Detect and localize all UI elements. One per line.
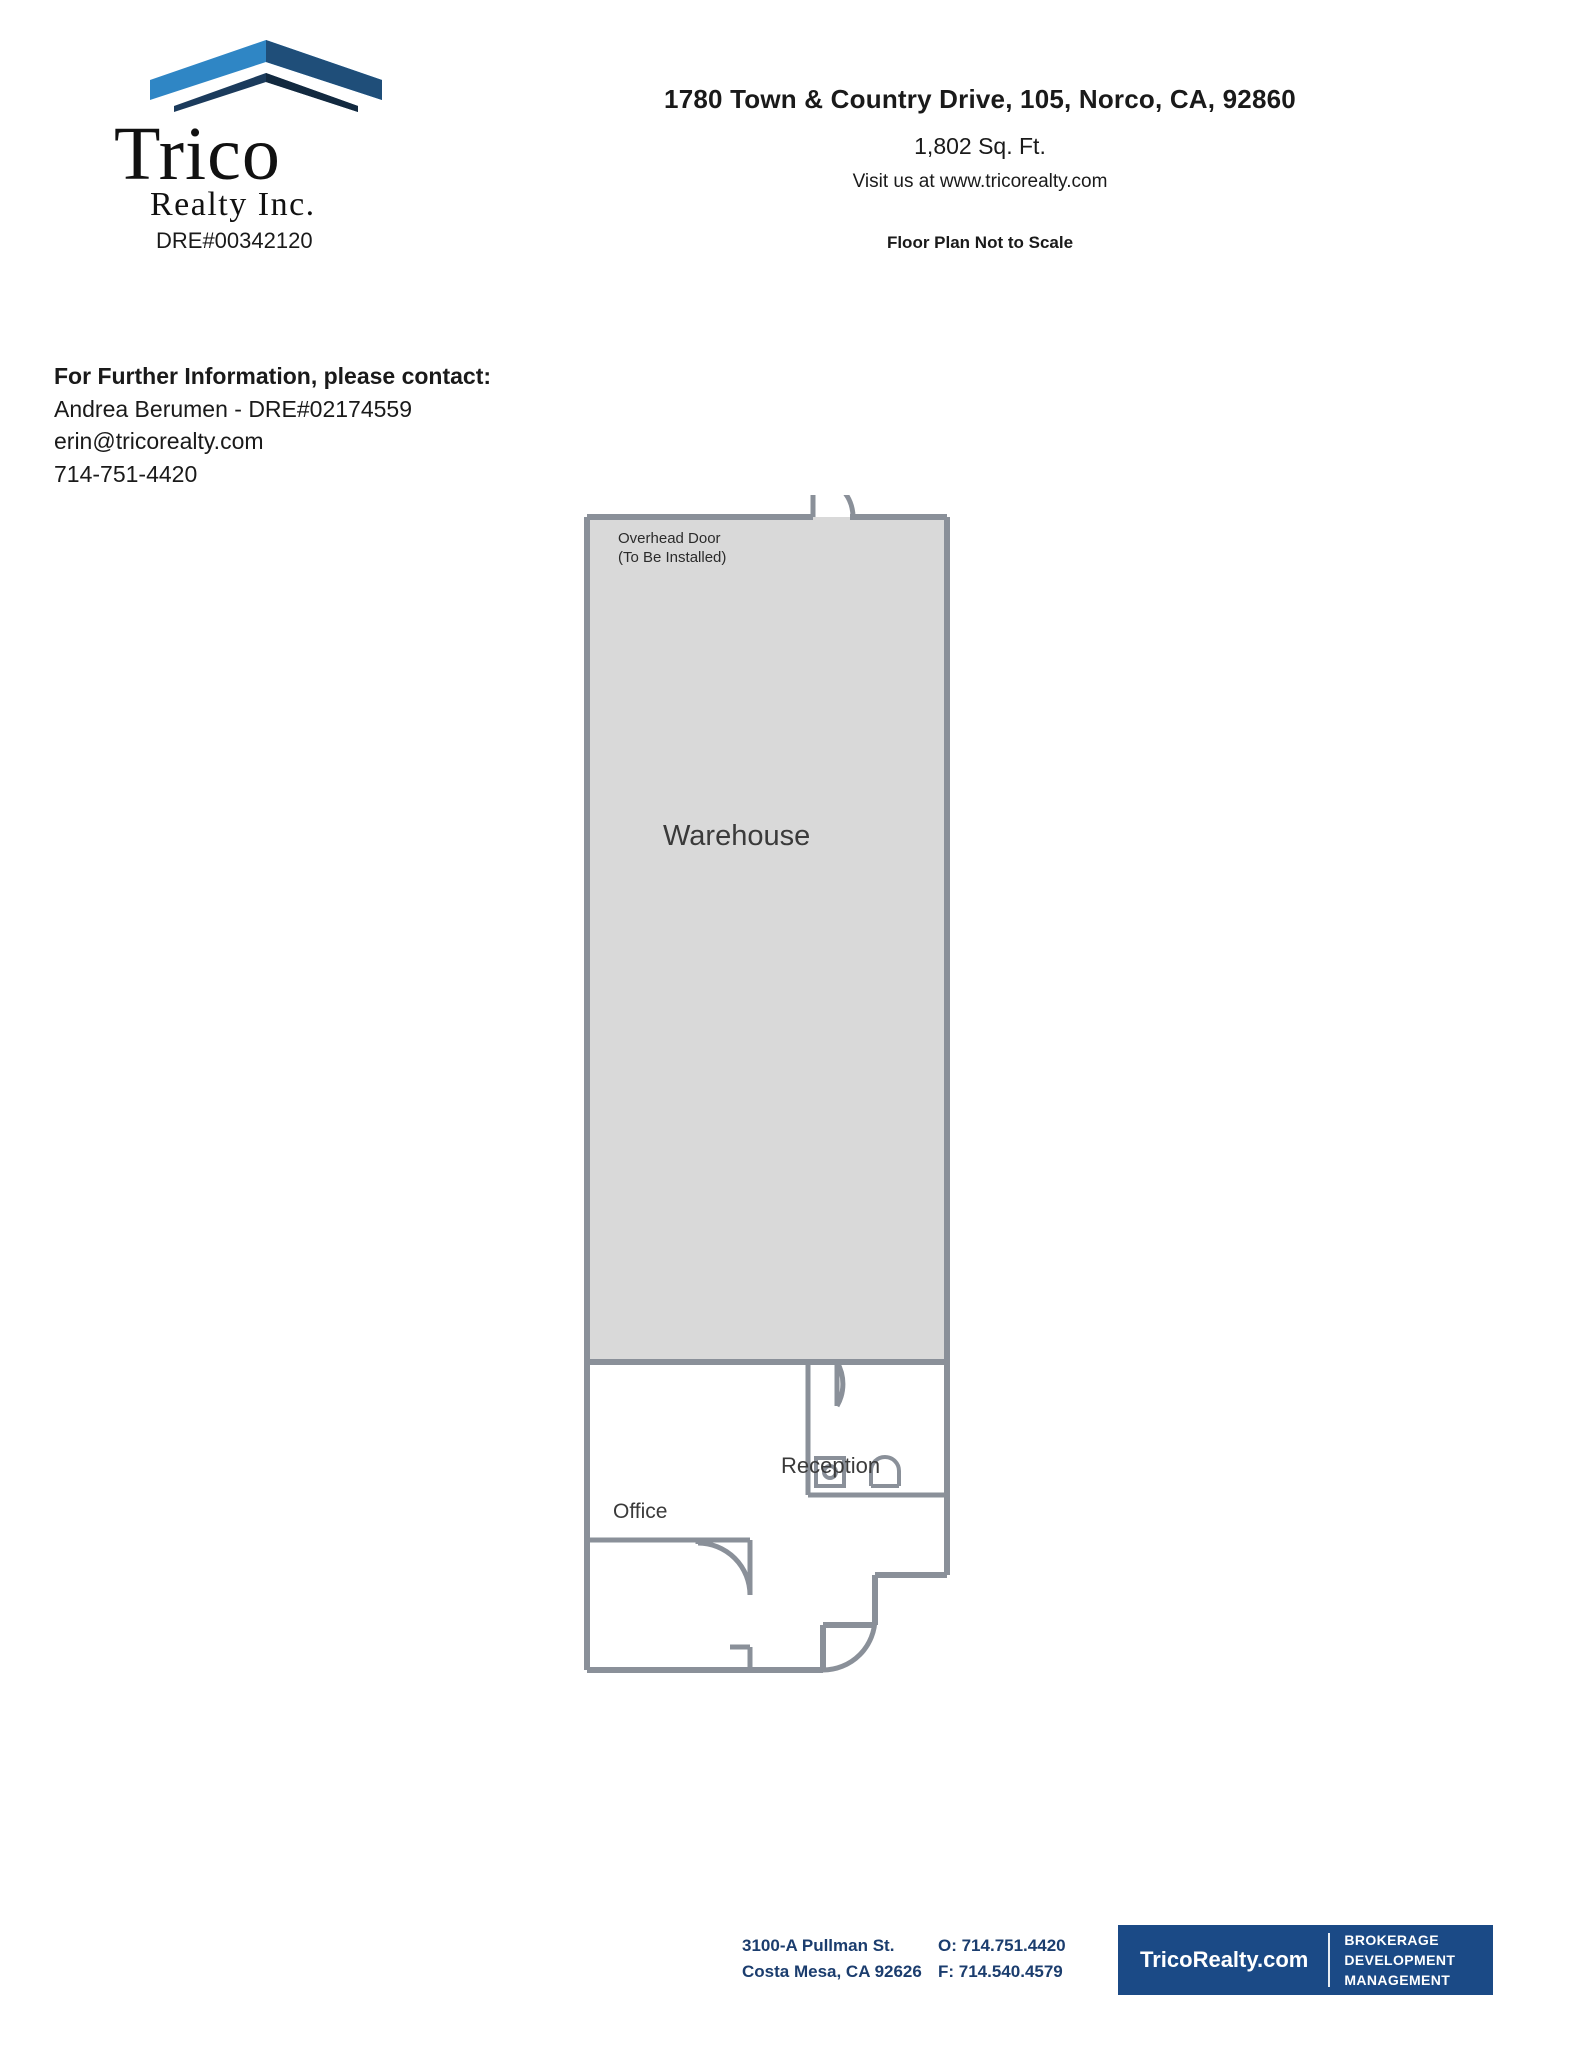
contact-heading: For Further Information, please contact: [54,363,492,389]
footer-badge-divider [1328,1933,1330,1987]
company-logo [108,40,438,254]
footer-address-line2: Costa Mesa, CA 92626 [742,1961,922,1981]
contact-block [54,360,491,491]
footer [0,1925,1583,2005]
footer-service-management: MANAGEMENT [1344,1972,1451,1989]
contact-name: Andrea Berumen - DRE#02174559 [54,395,413,422]
page-title: 1780 Town & Country Drive, 105, Norco, CA, 92860 [664,84,1296,114]
footer-address [742,1933,922,1984]
footer-badge[interactable] [1118,1925,1493,1995]
label-warehouse: Warehouse [663,820,811,852]
logo-subwordmark: Realty Inc. [150,186,316,224]
label-overhead-door-line1: Overhead Door [618,530,721,547]
floor-plan [565,495,985,1815]
floor-plan-drawing [565,495,985,1815]
label-office: Office [613,1500,668,1523]
label-overhead-door-line2: (To Be Installed) [618,548,727,566]
contact-email[interactable]: erin@tricorealty.com [54,428,264,455]
footer-service-development: DEVELOPMENT [1344,1951,1456,1968]
website-note: Visit us at www.tricorealty.com [852,171,1108,192]
property-size: 1,802 Sq. Ft. [914,133,1046,159]
footer-service-brokerage: BROKERAGE [1344,1931,1439,1948]
footer-website-link[interactable]: TricoRealty.com [1140,1947,1309,1972]
footer-phone-fax: F: 714.540.4579 [938,1961,1063,1981]
footer-phone [938,1933,1066,1984]
label-overhead-door [618,530,726,568]
roof-icon [150,40,382,112]
logo-wordmark: Trico [114,112,281,196]
header [470,84,1490,253]
footer-address-line1: 3100-A Pullman St. [742,1936,895,1955]
contact-phone: 714-751-4420 [54,460,198,487]
scale-note: Floor Plan Not to Scale [886,233,1074,252]
logo-dre-number: DRE#00342120 [156,228,313,254]
footer-services [1344,1930,1455,1991]
footer-phone-office: O: 714.751.4420 [938,1936,1066,1955]
label-reception: Reception [781,1453,881,1478]
